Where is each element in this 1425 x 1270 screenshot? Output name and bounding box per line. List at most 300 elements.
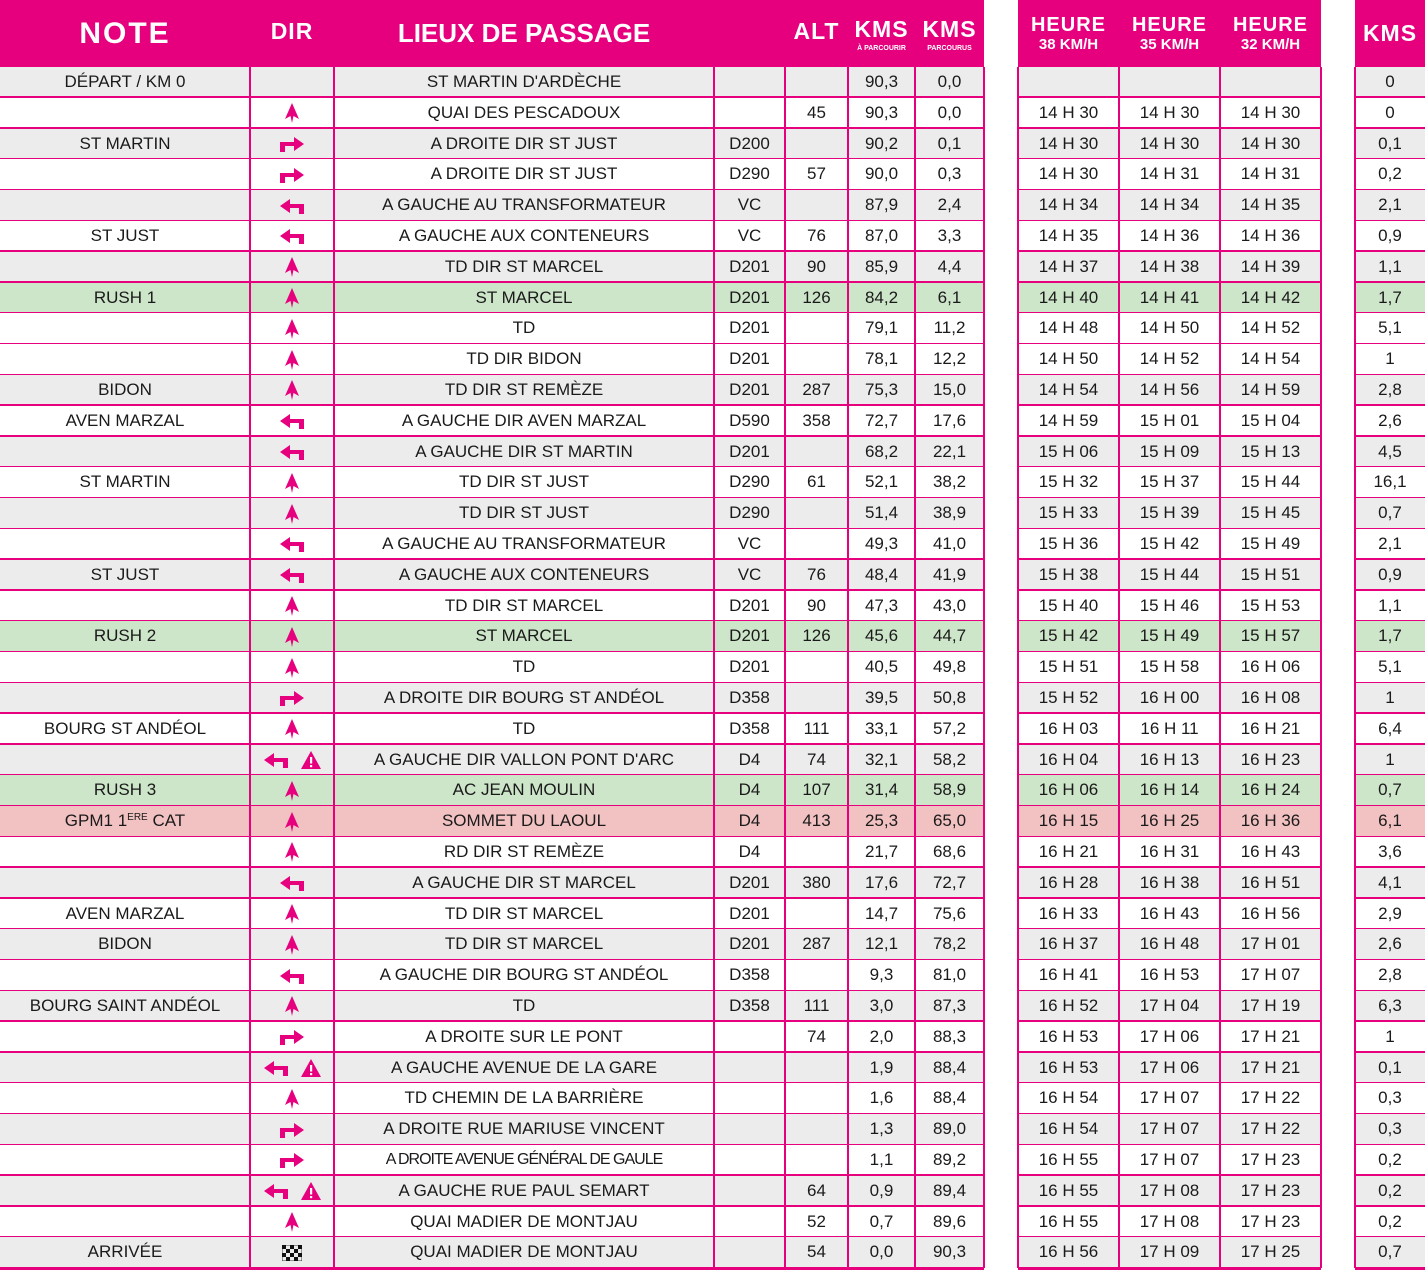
route-cell: D201: [729, 318, 770, 338]
alt-cell: [785, 1145, 848, 1176]
straight-icon: [284, 287, 300, 309]
lieu-cell: TD: [512, 318, 536, 338]
direction-cell: [250, 683, 334, 714]
ka-cell: 0,7: [869, 1211, 894, 1231]
kl-cell: 0: [1385, 72, 1395, 91]
h35-cell: 17 H 06: [1139, 1057, 1200, 1077]
lieu-cell: ST MARCEL: [475, 626, 573, 646]
kl-cell: 2,8: [1378, 380, 1402, 399]
h38-cell: 15 H 38: [1038, 564, 1099, 584]
h32-cell: 14 H 52: [1240, 318, 1301, 338]
h38-cell: 16 H 41: [1038, 965, 1099, 985]
h38-cell: 16 H 15: [1038, 811, 1099, 831]
h38-cell: 16 H 04: [1038, 749, 1099, 769]
note-cell: [0, 1083, 250, 1114]
h35-cell: 16 H 48: [1139, 934, 1200, 954]
kp-cell: 88,3: [932, 1026, 967, 1046]
lieu-cell: TD DIR ST MARCEL: [444, 256, 604, 276]
direction-cell: [250, 1176, 334, 1207]
alt-cell: 111: [803, 718, 830, 738]
h38-cell: 16 H 54: [1038, 1088, 1099, 1108]
lieu-cell: A GAUCHE RUE PAUL SEMART: [398, 1180, 650, 1200]
left-turn-icon: [278, 412, 306, 430]
h35-cell: 14 H 52: [1139, 349, 1200, 369]
straight-icon: [284, 379, 300, 401]
kp-cell: 88,4: [932, 1088, 967, 1108]
alt-cell: 126: [802, 626, 831, 646]
h38-cell: 16 H 33: [1038, 903, 1099, 923]
straight-icon: [284, 995, 300, 1017]
kp-cell: 0,0: [937, 102, 962, 122]
route-cell: [714, 1176, 785, 1207]
kp-cell: 41,9: [932, 564, 967, 584]
kp-cell: 87,3: [932, 996, 967, 1015]
alt-cell: [785, 683, 848, 714]
alt-cell: 107: [802, 780, 831, 800]
ka-cell: 48,4: [864, 564, 899, 584]
h35-cell: 17 H 07: [1139, 1150, 1200, 1169]
kl-cell: 1,7: [1378, 626, 1402, 646]
left-turn-icon: [278, 874, 306, 892]
note-cell: ST MARTIN: [79, 133, 171, 153]
kl-cell: 2,1: [1378, 534, 1402, 553]
lieu-cell: A GAUCHE AU TRANSFORMATEUR: [382, 195, 666, 215]
lieu-cell: A GAUCHE DIR ST MARTIN: [415, 441, 633, 461]
route-cell: [714, 1083, 785, 1114]
direction-cell: [250, 1237, 334, 1268]
note-cell: [0, 1022, 250, 1053]
straight-icon: [284, 903, 300, 925]
column-divider: [1118, 67, 1120, 1268]
h38-cell: 14 H 59: [1038, 410, 1099, 430]
kl-cell: 1,1: [1378, 595, 1402, 615]
h32-cell: 17 H 19: [1240, 996, 1301, 1015]
route-cell: D4: [738, 842, 761, 861]
kl-cell: 0,2: [1378, 1150, 1402, 1169]
route-cell: [714, 98, 785, 129]
note-cell: ST JUST: [90, 564, 160, 584]
note-cell: [0, 159, 250, 190]
straight-icon: [284, 256, 300, 278]
ka-cell: 0,0: [869, 1242, 894, 1262]
alt-cell: 287: [802, 934, 831, 954]
h35-cell: 16 H 38: [1139, 872, 1200, 892]
note-cell: GPM1 1ERE CAT: [64, 811, 186, 831]
h32-cell: 16 H 56: [1240, 903, 1301, 923]
direction-cell: [250, 1053, 334, 1084]
h38-cell: 15 H 42: [1038, 626, 1099, 646]
direction-cell: [250, 190, 334, 221]
kl-cell: 0,9: [1378, 564, 1402, 584]
note-cell: [0, 1207, 250, 1238]
route-cell: D201: [729, 256, 770, 276]
h35-cell: 15 H 37: [1139, 472, 1200, 492]
column-divider: [847, 67, 849, 1268]
h32-cell: 14 H 30: [1240, 102, 1301, 122]
ka-cell: 85,9: [864, 256, 899, 276]
left-turn-icon: [278, 566, 306, 584]
header-note: NOTE: [79, 16, 171, 50]
lieu-cell: A DROITE SUR LE PONT: [425, 1026, 623, 1046]
straight-icon: [284, 780, 300, 802]
route-cell: D201: [729, 934, 770, 954]
h38-cell: 15 H 33: [1038, 503, 1099, 523]
right-turn-icon: [278, 1121, 306, 1139]
direction-cell: [250, 837, 334, 868]
route-cell: D4: [738, 749, 761, 769]
kl-cell: 2,1: [1378, 195, 1402, 215]
kp-cell: 58,2: [932, 749, 967, 769]
h35-cell: 15 H 01: [1139, 410, 1200, 430]
direction-cell: [250, 313, 334, 344]
alt-cell: 90: [807, 256, 826, 276]
note-cell: [0, 1114, 250, 1145]
note-cell: [0, 1176, 250, 1207]
column-divider: [914, 67, 916, 1268]
kl-cell: 4,5: [1378, 441, 1402, 461]
lieu-cell: TD DIR ST JUST: [458, 472, 590, 492]
lieu-cell: A GAUCHE DIR ST MARCEL: [412, 872, 636, 892]
note-cell: DÉPART / KM 0: [64, 72, 186, 91]
h32-cell: 16 H 21: [1240, 718, 1301, 738]
kp-cell: 89,2: [932, 1150, 967, 1169]
kl-cell: 1: [1385, 688, 1395, 707]
h38-cell: 16 H 21: [1038, 842, 1099, 861]
kp-cell: 11,2: [933, 318, 966, 338]
route-cell: VC: [737, 564, 762, 584]
lieu-cell: RD DIR ST REMÈZE: [443, 842, 605, 861]
direction-cell: [250, 1145, 334, 1176]
row-divider: [1355, 1267, 1425, 1270]
kl-cell: 4,1: [1378, 872, 1402, 892]
h38-cell: 16 H 55: [1038, 1150, 1099, 1169]
warning-icon: [300, 1058, 322, 1078]
h35-cell: 15 H 49: [1139, 626, 1200, 646]
ka-cell: 87,0: [864, 226, 899, 245]
header-kms-a-parcourir: KMS À PARCOURIR: [854, 15, 909, 52]
column-divider: [333, 67, 335, 1268]
kl-cell: 16,1: [1373, 472, 1407, 492]
h35-cell: 14 H 36: [1139, 226, 1200, 245]
header-heure-38: HEURE 38 KM/H: [1030, 13, 1106, 53]
route-cell: [714, 1114, 785, 1145]
straight-icon: [284, 811, 300, 833]
h35-cell: 15 H 58: [1139, 657, 1200, 677]
direction-cell: [250, 252, 334, 283]
straight-icon: [284, 1088, 300, 1110]
alt-cell: [785, 1114, 848, 1145]
straight-icon: [284, 503, 300, 525]
direction-cell: [250, 745, 334, 776]
right-turn-icon: [278, 135, 306, 153]
alt-cell: 380: [802, 872, 831, 892]
kl-cell: 6,3: [1378, 996, 1402, 1015]
ka-cell: 52,1: [864, 472, 899, 492]
kp-cell: 68,6: [932, 842, 967, 861]
straight-icon: [284, 595, 300, 617]
route-cell: D4: [738, 811, 761, 831]
lieu-cell: A GAUCHE DIR VALLON PONT D'ARC: [373, 749, 675, 769]
note-cell: AVEN MARZAL: [65, 903, 185, 923]
h32-cell: 17 H 23: [1240, 1150, 1301, 1169]
h32-cell: 15 H 51: [1240, 564, 1301, 584]
h35-cell: 14 H 30: [1139, 102, 1200, 122]
route-cell: D201: [729, 903, 770, 923]
straight-icon: [284, 102, 300, 124]
ka-cell: 40,5: [864, 657, 899, 677]
header-lieux-de-passage: LIEUX DE PASSAGE: [397, 18, 651, 48]
finish-flag-icon: [282, 1245, 302, 1261]
h32-cell: 16 H 51: [1240, 872, 1301, 892]
direction-cell: [250, 283, 334, 314]
kl-cell: 2,9: [1378, 903, 1402, 923]
h38-cell: 15 H 40: [1038, 595, 1099, 615]
route-cell: [714, 67, 785, 98]
direction-cell: [250, 652, 334, 683]
note-cell: [0, 1053, 250, 1084]
h32-cell: 14 H 42: [1240, 287, 1301, 307]
straight-icon: [284, 1211, 300, 1233]
route-cell: D201: [729, 349, 770, 369]
left-turn-icon: [262, 1182, 290, 1200]
right-turn-icon: [278, 166, 306, 184]
kp-cell: 43,0: [932, 595, 967, 615]
direction-cell: [250, 498, 334, 529]
kl-cell: 0,2: [1378, 1211, 1402, 1231]
warning-icon: [300, 1181, 322, 1201]
route-cell: D200: [729, 133, 770, 153]
ka-cell: 1,9: [869, 1057, 894, 1077]
kp-cell: 2,4: [937, 195, 962, 215]
alt-cell: 64: [807, 1180, 826, 1200]
route-cell: VC: [737, 534, 762, 553]
h35-cell: 17 H 08: [1139, 1180, 1200, 1200]
alt-cell: 76: [807, 564, 826, 584]
note-cell: BIDON: [98, 380, 152, 399]
note-cell: [0, 498, 250, 529]
kl-cell: 0,9: [1378, 226, 1402, 245]
ka-cell: 1,6: [869, 1088, 894, 1108]
direction-cell: [250, 221, 334, 252]
h35-cell: 15 H 39: [1139, 503, 1200, 523]
kl-cell: 0,7: [1378, 1242, 1402, 1262]
alt-cell: 54: [807, 1242, 826, 1262]
ka-cell: 3,0: [869, 996, 894, 1015]
note-cell: RUSH 1: [93, 287, 157, 307]
straight-icon: [284, 472, 300, 494]
header-heure-32: HEURE 32 KM/H: [1232, 13, 1308, 53]
row-divider: [0, 1267, 984, 1270]
kp-cell: 89,4: [932, 1180, 967, 1200]
alt-cell: [785, 1083, 848, 1114]
h32-cell: 17 H 22: [1240, 1088, 1301, 1108]
h32-cell: 15 H 49: [1240, 534, 1301, 553]
h38-cell: 15 H 32: [1038, 472, 1099, 492]
kl-cell: 6,1: [1378, 811, 1402, 831]
h32-cell: 15 H 04: [1240, 410, 1301, 430]
lieu-cell: A GAUCHE AUX CONTENEURS: [398, 564, 650, 584]
kl-cell: 0: [1385, 102, 1395, 122]
ka-cell: 39,5: [864, 688, 899, 707]
direction-cell: [250, 621, 334, 652]
ka-cell: 78,1: [864, 349, 899, 369]
alt-cell: 358: [802, 410, 831, 430]
lieu-cell: TD CHEMIN DE LA BARRIÈRE: [404, 1088, 644, 1108]
route-cell: VC: [737, 195, 762, 215]
kp-cell: 38,2: [932, 472, 967, 492]
h32-cell: 15 H 45: [1240, 503, 1301, 523]
lieu-cell: TD: [512, 718, 536, 738]
right-turn-icon: [278, 1151, 306, 1169]
kp-cell: 81,0: [932, 965, 967, 985]
ka-cell: 1,3: [869, 1119, 894, 1139]
h35-cell: 15 H 44: [1139, 564, 1200, 584]
h32-cell: 14 H 30: [1240, 133, 1301, 153]
h38-cell: 15 H 52: [1038, 688, 1099, 707]
h35-cell: 17 H 07: [1139, 1088, 1200, 1108]
kp-cell: 65,0: [932, 811, 967, 831]
kl-cell: 1: [1385, 349, 1395, 369]
h32-cell: 17 H 23: [1240, 1211, 1301, 1231]
kp-cell: 90,3: [932, 1242, 967, 1262]
column-divider: [1017, 67, 1019, 1268]
h35-cell: 14 H 41: [1139, 287, 1200, 307]
lieu-cell: TD DIR ST REMÈZE: [444, 380, 604, 399]
h35-cell: 16 H 43: [1139, 903, 1200, 923]
h38-cell: 16 H 28: [1038, 872, 1099, 892]
h35-cell: 14 H 50: [1139, 318, 1200, 338]
direction-cell: [250, 991, 334, 1022]
note-cell: [0, 252, 250, 283]
kl-cell: 2,8: [1378, 965, 1402, 985]
kp-cell: 0,3: [937, 164, 962, 184]
h38-cell: 16 H 52: [1038, 996, 1099, 1015]
route-cell: D201: [729, 287, 770, 307]
alt-cell: 413: [802, 811, 831, 831]
ka-cell: 49,3: [864, 534, 899, 553]
kp-cell: 89,0: [932, 1119, 967, 1139]
lieu-cell: TD DIR BIDON: [466, 349, 582, 369]
direction-cell: [250, 529, 334, 560]
right-turn-icon: [278, 689, 306, 707]
kp-cell: 78,2: [932, 934, 967, 954]
route-cell: D358: [729, 996, 770, 1015]
note-cell: [0, 745, 250, 776]
h35-cell: 17 H 06: [1139, 1026, 1200, 1046]
h32-cell: 16 H 06: [1240, 657, 1301, 677]
kp-cell: 38,9: [932, 503, 967, 523]
h35-cell: [1119, 67, 1220, 98]
lieu-cell: A DROITE DIR ST JUST: [430, 133, 618, 153]
lieu-cell: A DROITE DIR BOURG ST ANDÉOL: [383, 688, 665, 707]
direction-cell: [250, 375, 334, 406]
lieu-cell: QUAI DES PESCADOUX: [427, 102, 621, 122]
kp-cell: 3,3: [937, 226, 962, 245]
alt-cell: 76: [807, 226, 826, 245]
direction-cell: [250, 406, 334, 437]
h35-cell: 16 H 11: [1140, 718, 1199, 738]
ka-cell: 51,4: [864, 503, 899, 523]
alt-cell: 45: [807, 102, 826, 122]
h35-cell: 14 H 38: [1139, 256, 1200, 276]
kl-cell: 1: [1385, 749, 1395, 769]
lieu-cell: ST MARCEL: [475, 287, 573, 307]
left-turn-icon: [262, 751, 290, 769]
h35-cell: 15 H 09: [1139, 441, 1200, 461]
h38-cell: 14 H 35: [1038, 226, 1099, 245]
h35-cell: 16 H 00: [1139, 688, 1200, 707]
h32-cell: 16 H 43: [1240, 842, 1301, 861]
note-cell: [0, 1145, 250, 1176]
h32-cell: 17 H 01: [1240, 934, 1301, 954]
straight-icon: [284, 318, 300, 340]
h35-cell: 16 H 53: [1139, 965, 1200, 985]
alt-cell: [785, 344, 848, 375]
ka-cell: 25,3: [864, 811, 899, 831]
column-divider: [1320, 67, 1322, 1268]
left-turn-icon: [278, 227, 306, 245]
ka-cell: 12,1: [864, 934, 899, 954]
route-cell: D358: [729, 688, 770, 707]
lieu-cell: QUAI MADIER DE MONTJAU: [410, 1242, 638, 1262]
ka-cell: 21,7: [864, 842, 899, 861]
h35-cell: 16 H 13: [1139, 749, 1200, 769]
header-kms-parcourus: KMS PARCOURUS: [922, 15, 977, 52]
direction-cell: [250, 591, 334, 622]
h38-cell: 14 H 50: [1038, 349, 1099, 369]
alt-cell: [785, 313, 848, 344]
h38-cell: 14 H 30: [1038, 133, 1099, 153]
lieu-cell: A GAUCHE DIR AVEN MARZAL: [401, 410, 647, 430]
kl-cell: 3,6: [1378, 842, 1402, 861]
h35-cell: 15 H 46: [1139, 595, 1200, 615]
alt-cell: 74: [807, 749, 826, 769]
h38-cell: 15 H 51: [1038, 657, 1099, 677]
note-cell: [0, 837, 250, 868]
alt-cell: [785, 652, 848, 683]
kp-cell: 15,0: [932, 380, 967, 399]
h38-cell: 16 H 03: [1038, 718, 1099, 738]
kp-cell: 12,2: [932, 349, 967, 369]
ka-cell: 47,3: [864, 595, 899, 615]
direction-cell: [250, 1022, 334, 1053]
h32-cell: 15 H 44: [1240, 472, 1301, 492]
note-cell: [0, 190, 250, 221]
route-cell: D590: [729, 410, 770, 430]
left-turn-icon: [262, 1059, 290, 1077]
route-cell: D358: [729, 965, 770, 985]
straight-icon: [284, 934, 300, 956]
straight-icon: [284, 841, 300, 863]
alt-cell: 61: [807, 472, 826, 492]
kl-cell: 0,3: [1378, 1088, 1402, 1108]
header-dir: DIR: [270, 18, 314, 44]
ka-cell: 1,1: [869, 1150, 894, 1169]
h32-cell: 17 H 21: [1240, 1026, 1301, 1046]
h38-cell: 16 H 37: [1038, 934, 1099, 954]
lieu-cell: SOMMET DU LAOUL: [441, 811, 607, 831]
header-kms-last: KMS: [1362, 20, 1418, 46]
lieu-cell: A GAUCHE DIR BOURG ST ANDÉOL: [379, 965, 669, 985]
direction-cell: [250, 960, 334, 991]
alt-cell: 90: [807, 595, 826, 615]
kl-cell: 0,7: [1378, 780, 1402, 800]
kl-cell: 0,2: [1378, 164, 1402, 184]
column-divider: [1219, 67, 1221, 1268]
h38-cell: 15 H 36: [1038, 534, 1099, 553]
kl-cell: 5,1: [1378, 657, 1402, 677]
route-cell: D290: [729, 472, 770, 492]
